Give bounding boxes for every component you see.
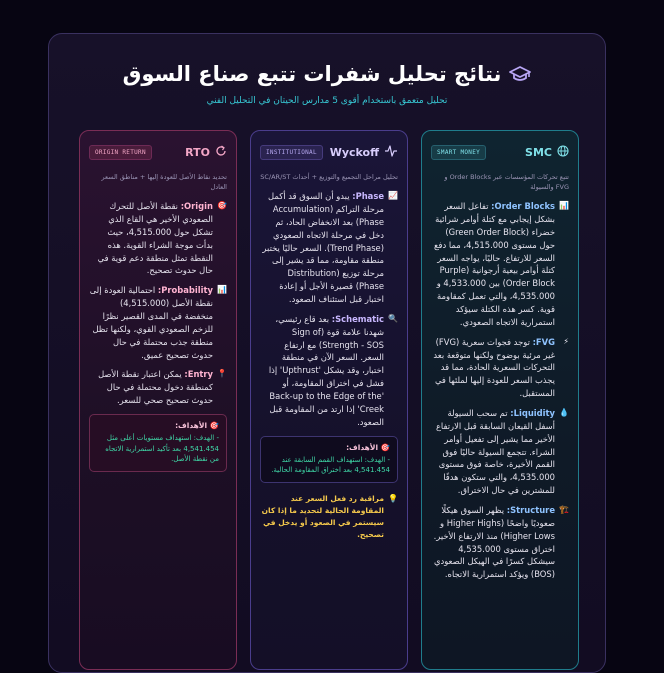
smc-item: [431, 504, 569, 581]
droplet-icon: 💧: [559, 408, 569, 418]
wyckoff-card: [250, 130, 408, 670]
smc-badge: SMART MONEY: [431, 145, 486, 160]
chart-icon: 📊: [217, 285, 227, 295]
rto-item: [89, 200, 227, 277]
smc-item: [431, 200, 569, 329]
smc-item-key: Structure:: [506, 505, 555, 516]
rto-card: [79, 130, 237, 670]
lightning-icon: ⚡: [563, 336, 569, 346]
target-icon: 🎯: [217, 201, 227, 211]
rto-targets-title: 🎯 الأهداف:: [175, 421, 219, 431]
wyckoff-card-header: [260, 139, 398, 165]
wyckoff-item: [260, 313, 398, 429]
refresh-icon: [215, 145, 227, 160]
smc-card: [421, 130, 579, 670]
trend-up-icon: 📈: [388, 191, 398, 201]
title-text: نتائج تحليل شفرات تتبع صناع السوق: [122, 62, 502, 86]
wyckoff-note: [260, 493, 398, 541]
wyckoff-targets-box: [260, 436, 398, 483]
chart-icon: 📊: [559, 201, 569, 211]
wyckoff-name: Wyckoff: [329, 145, 379, 159]
wyckoff-description: تحليل مراحل التجميع والتوزيع + أحداث SC/AR/ST: [260, 173, 398, 181]
wyckoff-targets-title: 🎯 الأهداف:: [346, 442, 390, 452]
target-icon: 🎯: [207, 421, 219, 431]
rto-title: [185, 145, 227, 160]
smc-item-key: Order Blocks:: [491, 201, 555, 212]
rto-item: [89, 368, 227, 407]
rto-targets-text: - الهدف: استهداف مستويات أعلى مثل 4,541.454 بعد تأكيد استمرارية الاتجاه من نقطة الأصل.: [105, 434, 219, 464]
wyckoff-title: [330, 145, 398, 160]
rto-card-header: [89, 139, 227, 165]
rto-badge: ORIGIN RETURN: [89, 145, 152, 160]
rto-item-text: يمكن اعتبار نقطة الأصل كمنطقة دخول محتملة في حال حدوث تصحيح صحي للسعر.: [98, 369, 213, 406]
rto-item: [89, 284, 227, 361]
rto-item-text: احتمالية العودة إلى نقطة الأصل (4,515.000) منخفضة في المدى القصير نظرًا للزخم الصعودي القوي، ولكنها تظل منطقة جذب محتملة في حال حدوث تصحيح عميق.: [89, 285, 213, 360]
page-subtitle: تحليل متعمق باستخدام أقوى 5 مدارس الحيتان في التحليل الفني: [206, 96, 448, 106]
smc-item-text: توجد فجوات سعرية (FVG) غير مرئية بوضوح ولكنها متوقعة بعد التحركات السعرية الحادة، مما قد يجذب السعر للعودة إليها لملئها في المستقبل.: [433, 336, 555, 399]
graduation-cap-icon: [509, 65, 531, 83]
pin-icon: 📍: [217, 369, 227, 379]
rto-item-key: Probability:: [157, 285, 213, 296]
wyckoff-item: [260, 190, 398, 306]
target-icon: 🎯: [378, 442, 390, 452]
wyckoff-targets-text: - الهدف: استهداف القمم السابقة عند 4,541.454 بعد اختراق المقاومة الحالية.: [271, 455, 390, 475]
structure-icon: 🏗️: [559, 505, 569, 515]
smc-item-text: تم سحب السيولة أسفل القيعان السابقة قبل الارتفاع الأخير مما يشير إلى تفعيل أوامر الشراء. تتجمع السيولة حاليًا فوق القمم الأخيرة، خاصة فوق مستوى 4,535.000، والتي ستكون هدفًا للمشترين في حال الاختراق.: [435, 408, 555, 496]
rto-targets-box: [89, 414, 227, 472]
rto-item-key: Entry:: [184, 369, 213, 380]
smc-item: [431, 336, 569, 400]
wyckoff-note-text: مراقبة رد فعل السعر عند المقاومة الحالية لتحديد ما إذا كان سيستمر في الصعود أو يدخل في تصحيح.: [261, 493, 384, 539]
smc-item-key: FVG:: [532, 336, 555, 347]
rto-item-text: نقطة الأصل للتحرك الصعودي الأخير هي القاع الذي تشكل حول 4,515.000، حيث بدأت موجة الشراء القوية. هذه النقطة تمثل منطقة دعم قوية في حال حدوث تصحيح.: [97, 201, 213, 276]
lightbulb-icon: 💡: [388, 493, 398, 503]
smc-title: [525, 145, 569, 160]
wyckoff-item-key: Schematic:: [331, 313, 384, 324]
rto-item-key: Origin:: [180, 201, 213, 212]
smc-description: تتبع تحركات المؤسسات عبر Order Blocks و FVG والسيولة: [444, 173, 569, 192]
results-panel: [48, 33, 606, 673]
rto-name: RTO: [185, 145, 210, 159]
wyckoff-item-text: بعد قاع رئيسي، شهدنا علامة قوة (Sign of Strength - SOS) مع ارتفاع السعر. السعر الآن في منطقة اختبار، وقد يشكل 'Upthrust' إذا فشل في اختراق المقاومة، أو 'Back-up to the Edge of the Creek' إذا ارتد من المقاومة قبل الصعود.: [268, 313, 384, 427]
smc-name: SMC: [525, 145, 552, 159]
smc-item: [431, 407, 569, 497]
pulse-icon: [384, 145, 398, 160]
globe-icon: [557, 145, 569, 160]
rto-description: تحديد نقاط الأصل للعودة إليها + مناطق السعر العادل: [101, 173, 227, 192]
wyckoff-item-text: يبدو أن السوق قد أكمل مرحلة التراكم (Accumulation Phase) بعد الانخفاض الحاد، ثم دخل في مرحلة الاتجاه الصعودي (Trend Phase). السعر حاليًا يختبر منطقة مقاومة، مما قد يشير إلى مرحلة توزيع (Distribution Phase) قصيرة الأجل أو إعادة اختبار قبل استئناف الصعود.: [262, 191, 384, 304]
smc-item-text: يظهر السوق هيكلًا صعوديًا واضحًا (Higher Highs و Higher Lows) منذ الارتفاع الأخير. اختراق مستوى 4,535.000 سيشكل كسرًا في الهيكل الصعودي (BOS) ويؤكد استمرارية الاتجاه.: [433, 505, 555, 580]
smc-item-text: تفاعل السعر بشكل إيجابي مع كتلة أوامر شرائية خضراء (Green Order Block) حول مستوى 4,515.000، مما دفع السعر للارتفاع. حاليًا، يواجه السعر كتلة أوامر بيعية أرجوانية (Purple Order Block) بين 4,533.000 و 4,535.000، والتي تعمل كمقاومة قوية. كسر هذه الكتلة سيؤكد استمرارية الاتجاه الصعودي.: [433, 201, 555, 327]
smc-card-header: [431, 139, 569, 165]
wyckoff-badge: INSTITUTIONAL: [260, 145, 323, 160]
magnifier-icon: 🔍: [388, 313, 398, 323]
wyckoff-item-key: Phase:: [352, 191, 384, 202]
smc-item-key: Liquidity:: [510, 408, 555, 419]
page-header: [49, 62, 605, 106]
page-title: [49, 62, 605, 86]
